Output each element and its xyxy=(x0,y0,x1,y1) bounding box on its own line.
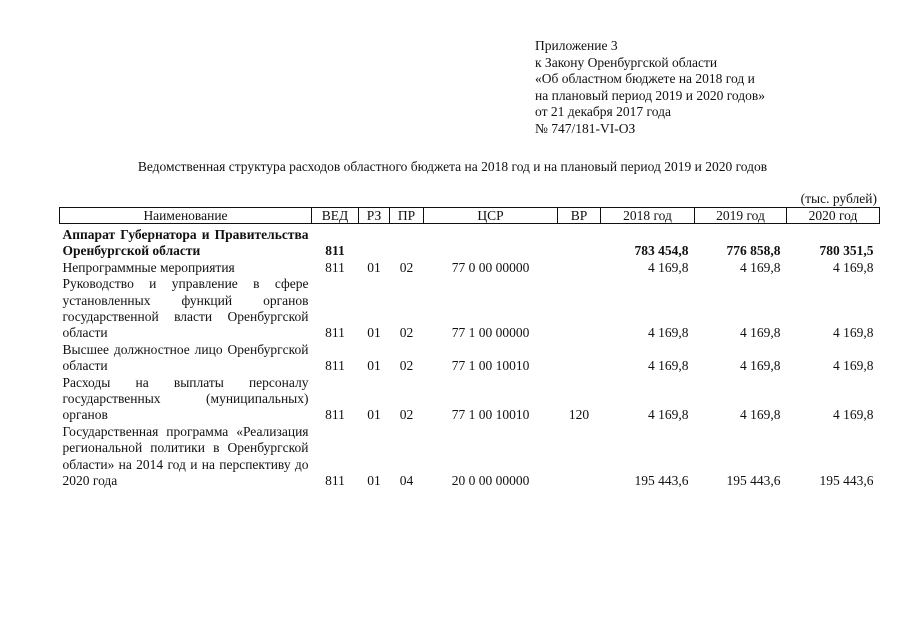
table-row xyxy=(60,260,880,276)
row-2020: 780 351,5 xyxy=(819,243,874,259)
row-pr: 02 xyxy=(399,407,414,423)
row-csr: 20 0 00 00000 xyxy=(451,473,530,489)
row-name: Руководство и управление в сфере установленных функций органов государственной власти Оренбургской области xyxy=(62,276,309,341)
row-name: Государственная программа «Реализация региональной политики в Оренбургской области» на 2014 год и на перспективу до 2020 года xyxy=(62,423,309,489)
appendix-line: к Закону Оренбургской области xyxy=(535,54,718,70)
row-name: Аппарат Губернатора и Правительства Оренбургской области xyxy=(62,227,309,259)
appendix-line: на плановый период 2019 и 2020 годов» xyxy=(535,87,766,103)
table-body xyxy=(60,224,880,490)
appendix-line: № 747/181-VI-ОЗ xyxy=(535,120,636,136)
row-ved: 811 xyxy=(325,473,345,489)
header-row xyxy=(60,208,880,224)
row-rz: 01 xyxy=(367,473,381,489)
row-name: Непрограммные мероприятия xyxy=(62,259,235,275)
row-2019: 776 858,8 xyxy=(726,243,781,259)
row-2018: 4 169,8 xyxy=(648,325,689,341)
row-2018: 783 454,8 xyxy=(634,243,689,259)
row-pr: 04 xyxy=(399,473,414,489)
header-rz: РЗ xyxy=(359,208,390,224)
row-csr: 77 1 00 10010 xyxy=(451,358,530,374)
row-2020: 4 169,8 xyxy=(833,259,874,275)
appendix-block xyxy=(535,38,765,137)
row-csr: 77 1 00 10010 xyxy=(451,407,530,423)
row-ved: 811 xyxy=(325,407,345,423)
row-ved: 811 xyxy=(325,358,345,374)
row-2020: 4 169,8 xyxy=(833,407,874,423)
row-pr xyxy=(390,224,424,260)
row-2020: 195 443,6 xyxy=(819,473,874,489)
row-2018: 4 169,8 xyxy=(648,407,689,423)
row-csr xyxy=(424,224,558,260)
row-2019: 4 169,8 xyxy=(740,259,781,275)
header-2020: 2020 год xyxy=(787,208,880,224)
row-2018: 195 443,6 xyxy=(634,473,689,489)
row-name: Расходы на выплаты персоналу государственных (муниципальных) органов xyxy=(62,374,309,423)
header-pr: ПР xyxy=(390,208,424,224)
row-ved: 811 xyxy=(325,259,345,275)
table-row xyxy=(60,342,880,375)
row-rz xyxy=(359,224,390,260)
row-rz: 01 xyxy=(367,259,381,275)
row-vr: 120 xyxy=(568,407,590,423)
header-vr: ВР xyxy=(558,208,601,224)
row-vr xyxy=(558,224,601,260)
header-2018: 2018 год xyxy=(601,208,695,224)
table-row xyxy=(60,424,880,490)
row-vr xyxy=(558,342,601,375)
header-name: Наименование xyxy=(60,208,312,224)
row-csr: 77 0 00 00000 xyxy=(451,259,530,275)
table-header xyxy=(60,208,880,224)
document-title: Ведомственная структура расходов областного бюджета на 2018 год и на плановый период 2019 и 2020 годов xyxy=(137,159,768,174)
row-pr: 02 xyxy=(399,358,414,374)
row-vr xyxy=(558,276,601,342)
row-2018: 4 169,8 xyxy=(648,358,689,374)
table-row xyxy=(60,375,880,424)
row-2019: 195 443,6 xyxy=(726,473,781,489)
row-ved: 811 xyxy=(325,325,345,341)
row-rz: 01 xyxy=(367,358,381,374)
row-pr: 02 xyxy=(399,325,414,341)
row-2019: 4 169,8 xyxy=(740,325,781,341)
appendix-line: «Об областном бюджете на 2018 год и xyxy=(535,71,755,86)
row-pr: 02 xyxy=(399,259,414,275)
row-vr xyxy=(558,424,601,490)
row-ved: 811 xyxy=(325,243,345,259)
row-vr xyxy=(558,260,601,276)
row-csr: 77 1 00 00000 xyxy=(451,325,530,341)
header-2019: 2019 год xyxy=(695,208,787,224)
row-2019: 4 169,8 xyxy=(740,407,781,423)
appendix-line: Приложение 3 xyxy=(535,38,618,53)
appendix-line: от 21 декабря 2017 года xyxy=(535,104,671,119)
unit-label: (тыс. рублей) xyxy=(800,191,877,206)
row-2020: 4 169,8 xyxy=(833,325,874,341)
budget-table xyxy=(59,207,880,490)
row-name: Высшее должностное лицо Оренбургской области xyxy=(62,341,309,374)
header-csr: ЦСР xyxy=(424,208,558,224)
row-rz: 01 xyxy=(367,407,381,423)
table-row xyxy=(60,224,880,260)
row-2019: 4 169,8 xyxy=(740,358,781,374)
header-ved: ВЕД xyxy=(312,208,359,224)
row-2020: 4 169,8 xyxy=(833,358,874,374)
row-2018: 4 169,8 xyxy=(648,259,689,275)
table-row xyxy=(60,276,880,342)
row-rz: 01 xyxy=(367,325,381,341)
